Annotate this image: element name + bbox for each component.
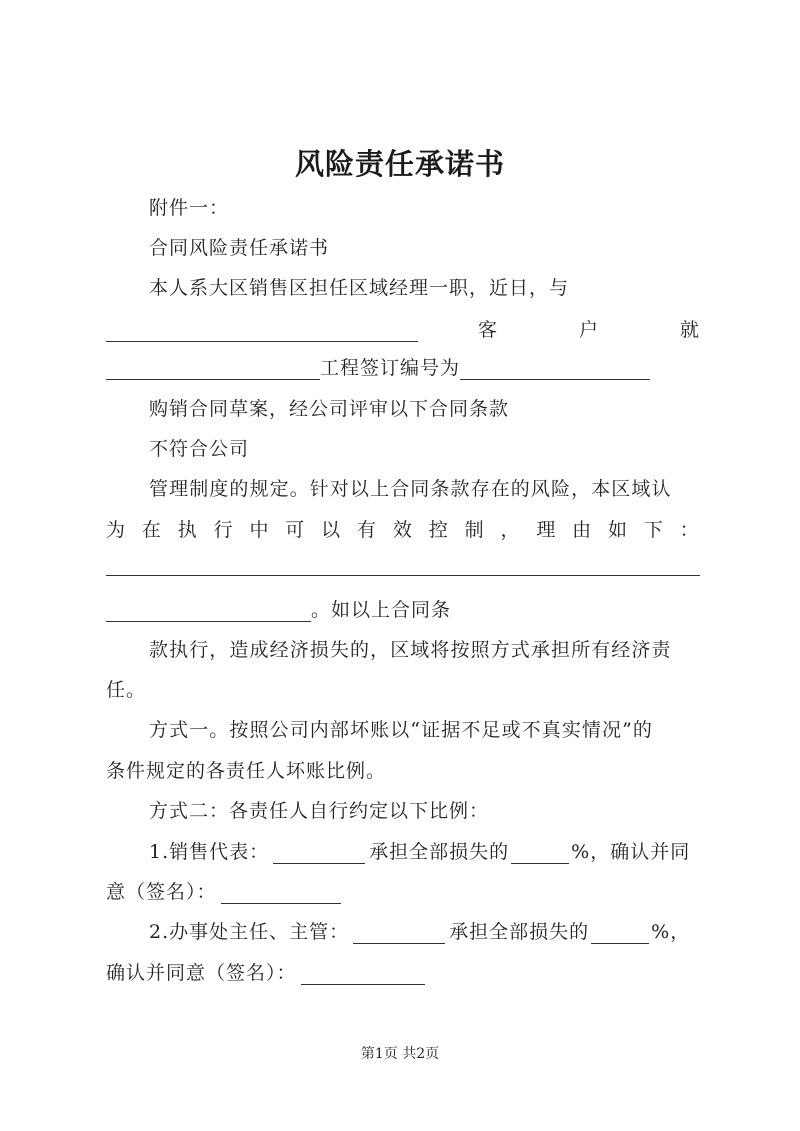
reason-char: 执 bbox=[177, 519, 198, 541]
item2-line bbox=[149, 920, 690, 944]
execution-line: 款执行，造成经济损失的，区域将按照方式承担所有经济责 bbox=[149, 639, 672, 661]
regulation-line: 管理制度的规定。针对以上合同条款存在的风险，本区域认 bbox=[149, 478, 672, 500]
item1-end: %，确认并同 bbox=[571, 841, 691, 863]
reason-blank bbox=[106, 603, 311, 622]
intro-line: 本人系大区销售区担任区域经理一职，近日，与 bbox=[149, 277, 570, 299]
reason-char: 中 bbox=[249, 519, 270, 541]
item1-mid: 承担全部损失的 bbox=[369, 841, 510, 863]
reason-char: 控 bbox=[428, 519, 449, 541]
reason-line bbox=[106, 518, 700, 542]
item2-percent-blank bbox=[591, 925, 649, 944]
item1-percent-blank bbox=[511, 845, 569, 864]
page-footer: 第1页 共2页 bbox=[360, 1046, 440, 1062]
reason-char: 理 bbox=[536, 519, 557, 541]
customer-char-3: 就 bbox=[679, 319, 700, 341]
project-text: 工程签订编号为 bbox=[320, 357, 461, 379]
reason-char: 以 bbox=[321, 519, 342, 541]
method2-line: 方式二：各责任人自行约定以下比例： bbox=[149, 800, 490, 822]
reason-char: 可 bbox=[285, 519, 306, 541]
reason-blank-line bbox=[106, 561, 700, 576]
draft-line: 购销合同草案，经公司评审以下合同条款 bbox=[149, 398, 510, 420]
subtitle-line: 合同风险责任承诺书 bbox=[149, 237, 330, 259]
reason-char: 在 bbox=[141, 519, 162, 541]
method1-line: 方式一。按照公司内部坏账以“证据不足或不真实情况”的 bbox=[149, 719, 654, 741]
customer-line bbox=[106, 318, 700, 342]
item1-sign-line bbox=[106, 880, 341, 904]
project-line bbox=[106, 356, 650, 380]
customer-char-1: 客 bbox=[478, 319, 499, 341]
reason-char: 为 bbox=[106, 519, 127, 541]
customer-words bbox=[418, 318, 700, 342]
item2-sign-line bbox=[106, 961, 425, 985]
item1-sign-label: 意（签名）： bbox=[106, 881, 217, 903]
item1-name-blank bbox=[273, 845, 365, 864]
reason-char: 效 bbox=[392, 519, 413, 541]
per-contract-text: 。如以上合同条 bbox=[311, 599, 452, 621]
method1-end-line: 条件规定的各责任人坏账比例。 bbox=[106, 760, 387, 782]
item1-label: 1.销售代表： bbox=[149, 841, 270, 863]
item2-label: 2.办事处主任、主管： bbox=[149, 921, 350, 943]
reason-char: ： bbox=[679, 519, 700, 541]
reason-char: 行 bbox=[213, 519, 234, 541]
reason-char: 如 bbox=[608, 519, 629, 541]
item2-end: %， bbox=[651, 921, 691, 943]
reason-char: ， bbox=[500, 519, 521, 541]
item2-signature-blank bbox=[301, 966, 425, 985]
reason-char: 由 bbox=[572, 519, 593, 541]
item2-name-blank bbox=[353, 925, 445, 944]
item1-line bbox=[149, 840, 690, 864]
item2-sign-label: 确认并同意（签名）： bbox=[106, 962, 297, 984]
contract-number-blank bbox=[460, 361, 650, 380]
execution-end-line: 任。 bbox=[106, 679, 147, 701]
item1-signature-blank bbox=[221, 885, 341, 904]
document-title: 风险责任承诺书 bbox=[294, 147, 505, 181]
per-contract-line bbox=[106, 598, 451, 622]
reason-char: 有 bbox=[357, 519, 378, 541]
customer-name-blank bbox=[106, 323, 418, 342]
attachment-line: 附件一： bbox=[149, 197, 230, 219]
customer-char-2: 户 bbox=[578, 319, 599, 341]
project-name-blank bbox=[106, 361, 320, 380]
reason-char: 下 bbox=[643, 519, 664, 541]
reason-char: 制 bbox=[464, 519, 485, 541]
mismatch-line: 不符合公司 bbox=[149, 438, 250, 460]
item2-mid: 承担全部损失的 bbox=[449, 921, 590, 943]
